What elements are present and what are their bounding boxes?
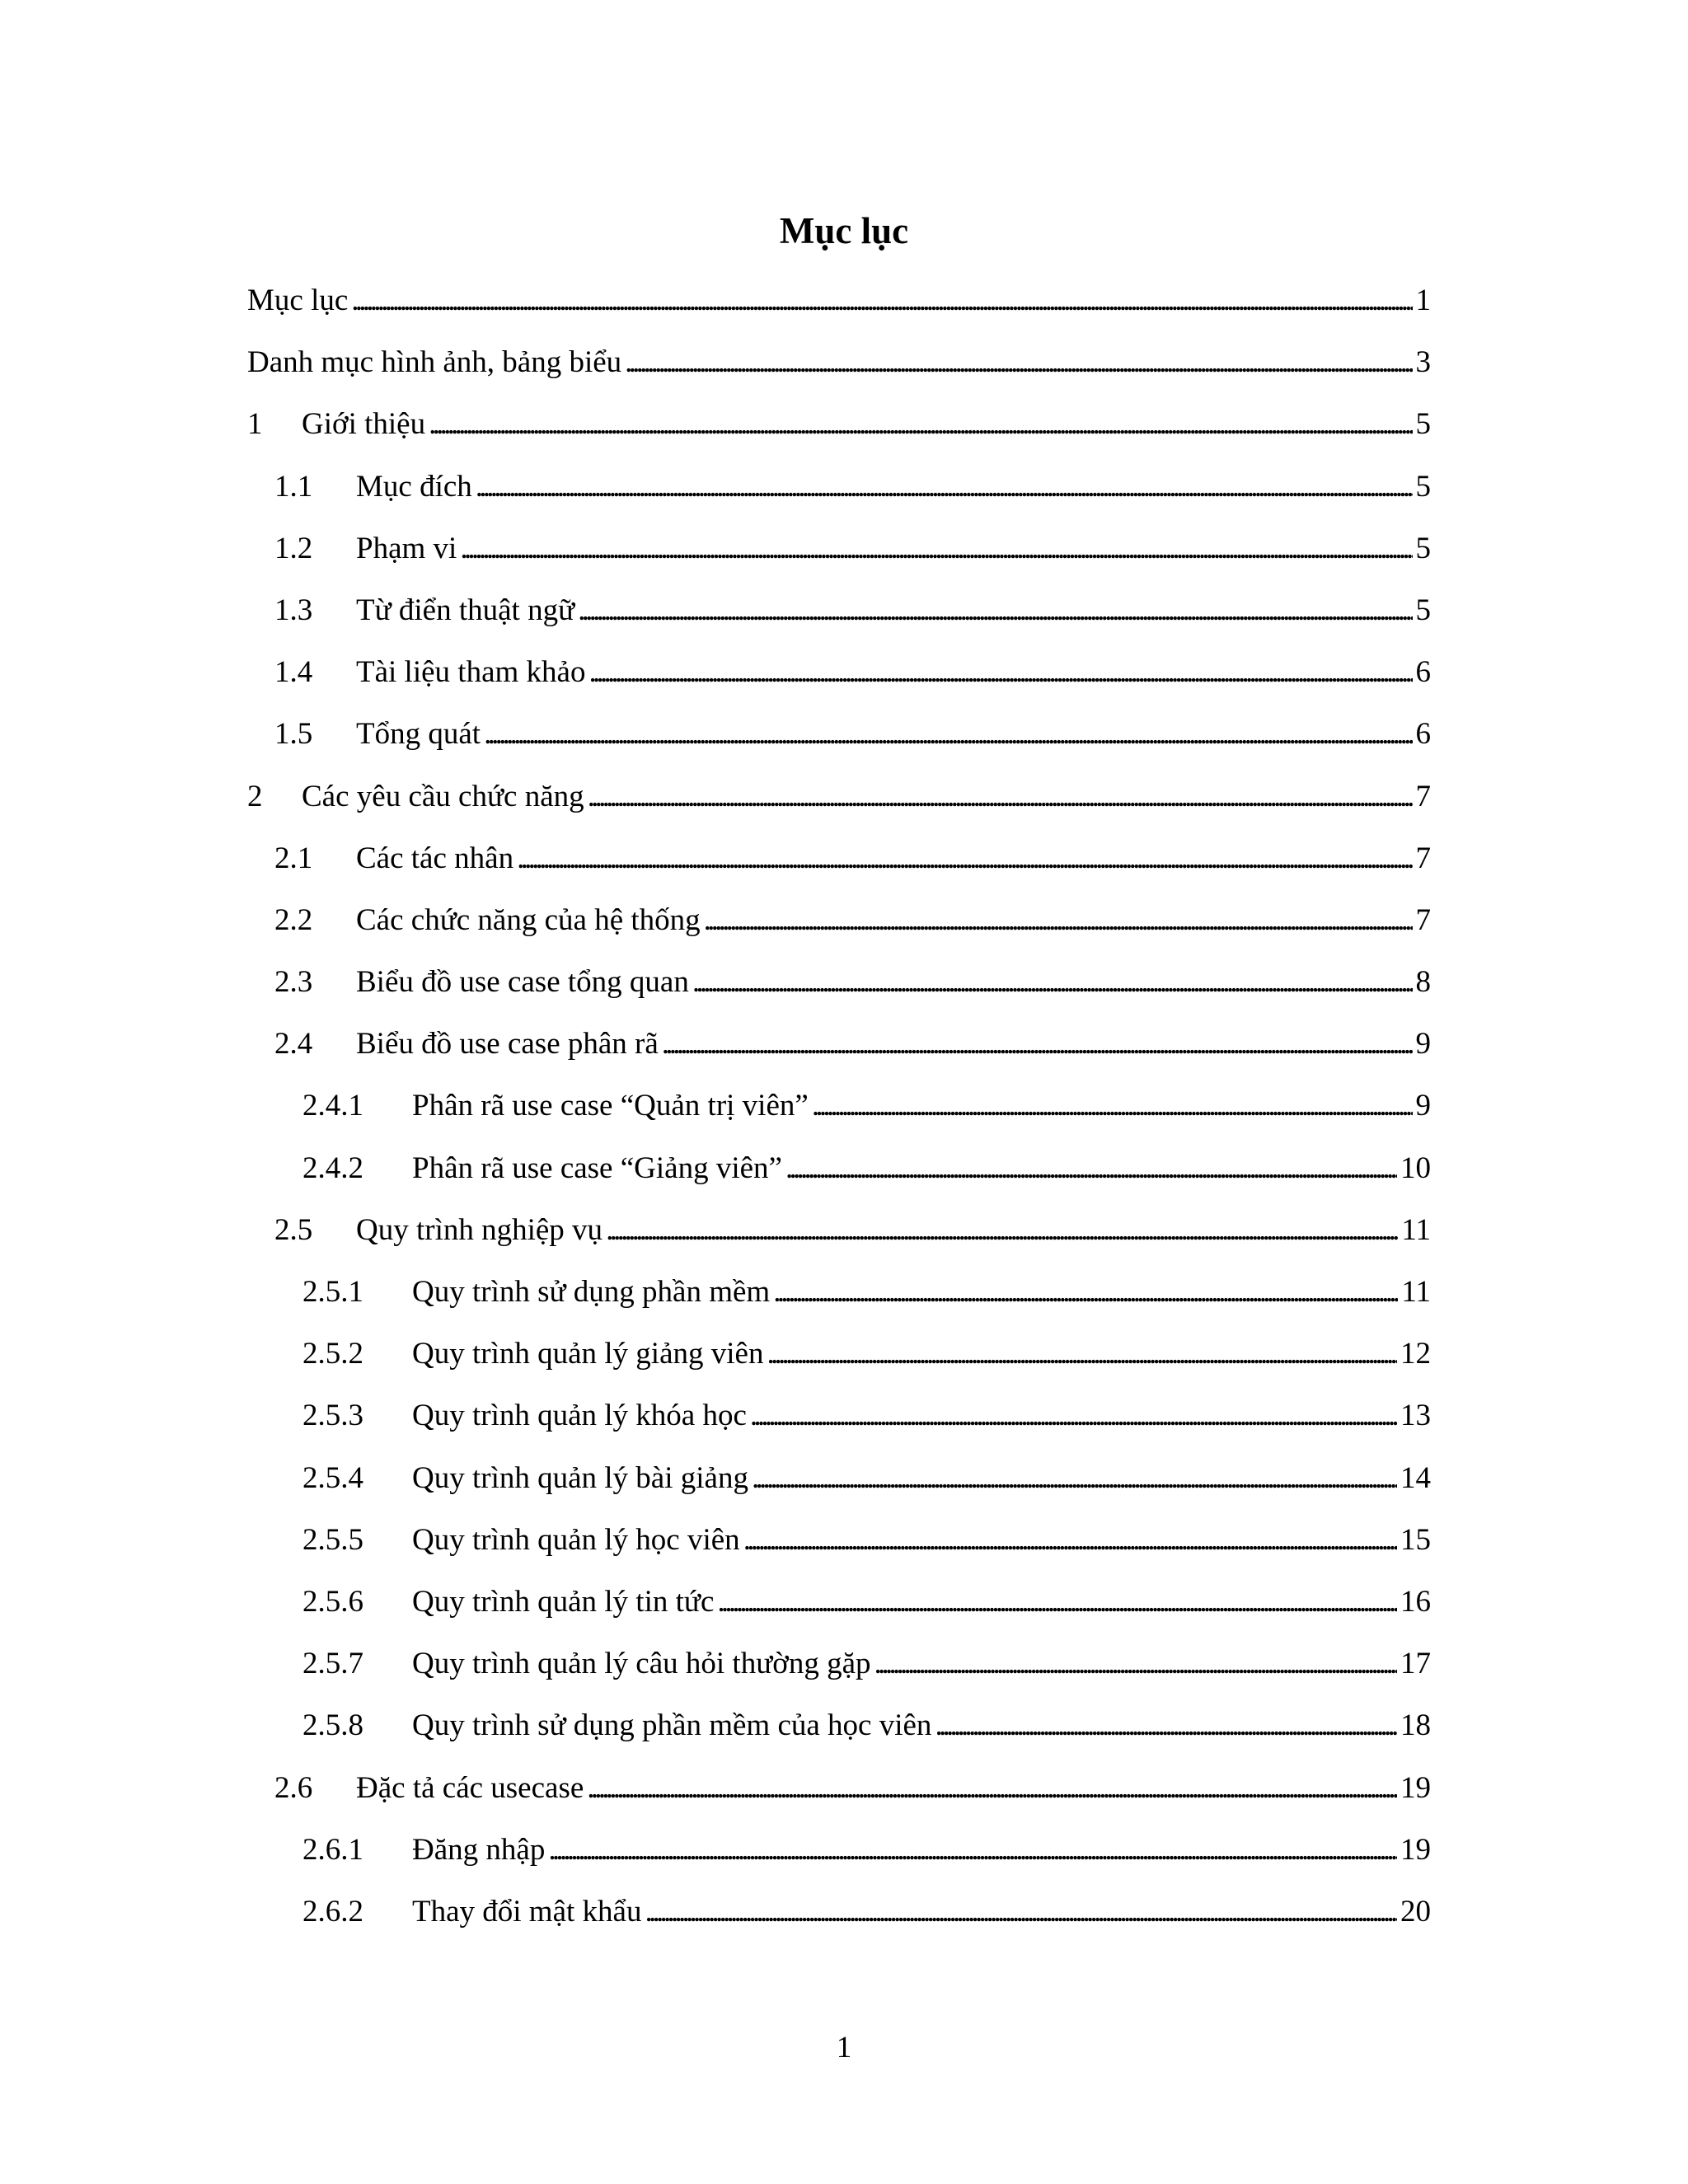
toc-entry-page: 5 — [1415, 469, 1431, 504]
toc-entry-text: Các tác nhân — [356, 841, 514, 875]
toc-entry[interactable] — [247, 710, 1431, 771]
toc-entry-number: 1.5 — [274, 717, 313, 752]
toc-dot-leader — [704, 896, 1413, 945]
toc-entry[interactable] — [247, 1516, 1431, 1577]
toc-dot-leader — [750, 1391, 1397, 1441]
toc-entry-text: Quy trình sử dụng phần mềm — [412, 1275, 771, 1309]
toc-dot-leader — [460, 524, 1412, 574]
toc-dot-leader — [578, 586, 1412, 635]
toc-entry-number: 2.5.3 — [302, 1399, 363, 1433]
toc-dot-leader — [476, 462, 1413, 512]
toc-dot-leader — [645, 1887, 1397, 1937]
toc-entry-text: Quy trình quản lý bài giảng — [412, 1460, 748, 1495]
toc-dot-leader — [484, 710, 1412, 759]
toc-entry[interactable] — [247, 400, 1431, 462]
toc-entry[interactable] — [247, 1825, 1431, 1887]
toc-dot-leader — [625, 338, 1412, 387]
toc-entry-text: Quy trình quản lý khóa học — [412, 1399, 747, 1433]
toc-entry-number: 1.3 — [274, 593, 313, 627]
toc-entry-page: 9 — [1415, 1089, 1431, 1123]
toc-dot-leader — [767, 1329, 1397, 1379]
toc-entry-text: Từ điển thuật ngữ — [356, 593, 575, 627]
toc-entry-number: 1.1 — [274, 469, 313, 504]
toc-entry-text: Biểu đồ use case tổng quan — [356, 965, 689, 1000]
toc-entry[interactable] — [247, 1639, 1431, 1701]
toc-entry-text: Giới thiệu — [302, 407, 426, 442]
toc-entry-page: 10 — [1400, 1151, 1431, 1185]
toc-entry[interactable] — [247, 1081, 1431, 1143]
toc-entry-number: 2.4.1 — [302, 1089, 363, 1123]
toc-entry-page: 17 — [1400, 1647, 1431, 1681]
toc-entry[interactable] — [247, 772, 1431, 834]
toc-entry-page: 11 — [1401, 1212, 1431, 1247]
toc-dot-leader — [935, 1701, 1397, 1750]
toc-entry[interactable] — [247, 1206, 1431, 1268]
toc-entry-page: 19 — [1400, 1770, 1431, 1805]
toc-entry-number: 2.2 — [274, 902, 313, 937]
toc-entry-page: 18 — [1400, 1708, 1431, 1743]
toc-dot-leader — [588, 648, 1412, 697]
toc-entry-number: 2.6 — [274, 1770, 313, 1805]
toc-entry-page: 16 — [1400, 1584, 1431, 1619]
toc-entry-text: Quy trình quản lý câu hỏi thường gặp — [412, 1647, 871, 1681]
toc-entry-number: 2.5.8 — [302, 1708, 363, 1743]
toc-dot-leader — [773, 1268, 1398, 1317]
toc-entry-text: Mục lục — [247, 284, 349, 317]
toc-entry-page: 7 — [1415, 902, 1431, 937]
toc-title: Mục lục — [779, 210, 909, 251]
toc-dot-leader — [874, 1639, 1398, 1689]
toc-entry-text: Phạm vi — [356, 531, 457, 565]
toc-entry-page: 3 — [1415, 345, 1431, 380]
toc-entry-number: 2.5 — [274, 1212, 313, 1247]
toc-entry[interactable] — [247, 1577, 1431, 1639]
toc-entry-number: 2.5.2 — [302, 1337, 363, 1371]
toc-entry-number: 1.2 — [274, 531, 313, 565]
toc-entry-text: Phân rã use case “Quản trị viên” — [412, 1089, 809, 1123]
toc-entry[interactable] — [247, 1887, 1431, 1949]
toc-dot-leader — [692, 958, 1413, 1007]
toc-dot-leader — [812, 1081, 1413, 1131]
toc-entry[interactable] — [247, 1329, 1431, 1391]
toc-entry-page: 9 — [1415, 1027, 1431, 1062]
toc-entry-page: 11 — [1401, 1275, 1431, 1309]
toc-entry-page: 15 — [1400, 1522, 1431, 1557]
toc-dot-leader — [743, 1516, 1397, 1565]
toc-entry-number: 2.5.7 — [302, 1647, 363, 1681]
toc-entry[interactable] — [247, 338, 1431, 400]
toc-entry[interactable] — [247, 958, 1431, 1019]
toc-entry-page: 6 — [1415, 655, 1431, 690]
toc-dot-leader — [606, 1206, 1398, 1255]
toc-entry-text: Danh mục hình ảnh, bảng biểu — [247, 345, 622, 380]
toc-entry-number: 2.6.2 — [302, 1894, 363, 1929]
page-number: 1 — [836, 2031, 852, 2064]
toc-entry-number: 1 — [247, 407, 263, 442]
toc-entry-page: 13 — [1400, 1399, 1431, 1433]
toc-entry[interactable] — [247, 1764, 1431, 1825]
toc-entry-number: 2.4.2 — [302, 1151, 363, 1185]
toc-entry-text: Tài liệu tham khảo — [356, 655, 586, 690]
toc-entry-page: 5 — [1415, 593, 1431, 627]
toc-dot-leader — [351, 276, 1412, 326]
toc-entry-number: 2.5.6 — [302, 1584, 363, 1619]
toc-entry-text: Đặc tả các usecase — [356, 1770, 584, 1805]
toc-entry-text: Quy trình sử dụng phần mềm của học viên — [412, 1708, 932, 1743]
toc-entry-number: 2.5.1 — [302, 1275, 363, 1309]
toc-dot-leader — [588, 772, 1413, 822]
toc-entry[interactable] — [247, 1144, 1431, 1206]
toc-entry-page: 12 — [1400, 1337, 1431, 1371]
toc-dot-leader — [587, 1764, 1397, 1813]
toc-dot-leader — [662, 1019, 1413, 1069]
toc-entry-text: Mục đích — [356, 469, 472, 504]
toc-entry[interactable] — [247, 276, 1431, 338]
toc-entry[interactable] — [247, 1454, 1431, 1516]
toc-entry-number: 2.6.1 — [302, 1832, 363, 1867]
toc-entry[interactable] — [247, 586, 1431, 648]
toc-entry[interactable] — [247, 1019, 1431, 1081]
toc-entry[interactable] — [247, 462, 1431, 524]
toc-entry[interactable] — [247, 1391, 1431, 1453]
toc-entry-text: Biểu đồ use case phân rã — [356, 1027, 659, 1062]
toc-entry-page: 5 — [1415, 407, 1431, 442]
toc-entry[interactable] — [247, 1701, 1431, 1763]
toc-entry[interactable] — [247, 896, 1431, 958]
toc-dot-leader — [785, 1144, 1397, 1193]
toc-entry-text: Các yêu cầu chức năng — [302, 779, 584, 813]
toc-entry-text: Quy trình quản lý tin tức — [412, 1584, 715, 1619]
toc-dot-leader — [517, 834, 1412, 883]
toc-entry-text: Quy trình quản lý học viên — [412, 1522, 740, 1557]
toc-entry-number: 2.5.4 — [302, 1460, 363, 1495]
toc-entry[interactable] — [247, 1268, 1431, 1329]
toc-dot-leader — [429, 400, 1412, 449]
toc-entry-text: Thay đổi mật khẩu — [412, 1894, 642, 1929]
toc-entry-page: 19 — [1400, 1832, 1431, 1867]
toc-entry-page: 5 — [1415, 531, 1431, 565]
toc-entry-number: 2.3 — [274, 965, 313, 1000]
toc-entry-text: Phân rã use case “Giảng viên” — [412, 1151, 782, 1185]
toc-entry-number: 2.1 — [274, 841, 313, 875]
toc-entry-page: 7 — [1415, 779, 1431, 813]
toc-entry[interactable] — [247, 834, 1431, 896]
toc-entry-page: 8 — [1415, 965, 1431, 1000]
toc-entry-text: Quy trình nghiệp vụ — [356, 1212, 603, 1247]
toc-entry-page: 14 — [1400, 1460, 1431, 1495]
toc-entry-number: 2.4 — [274, 1027, 313, 1062]
toc-entry[interactable] — [247, 524, 1431, 586]
toc-entry-page: 7 — [1415, 841, 1431, 875]
toc-dot-leader — [752, 1454, 1397, 1503]
toc-list — [247, 276, 1431, 1949]
toc-entry-number: 2 — [247, 779, 263, 813]
toc-entry-page: 20 — [1400, 1894, 1431, 1929]
toc-entry-page: 1 — [1415, 284, 1431, 317]
toc-entry[interactable] — [247, 648, 1431, 710]
toc-entry-text: Quy trình quản lý giảng viên — [412, 1337, 764, 1371]
toc-dot-leader — [717, 1577, 1397, 1627]
toc-dot-leader — [548, 1825, 1397, 1875]
toc-entry-number: 1.4 — [274, 655, 313, 690]
toc-entry-text: Tổng quát — [356, 717, 481, 752]
toc-entry-number: 2.5.5 — [302, 1522, 363, 1557]
toc-entry-page: 6 — [1415, 717, 1431, 752]
toc-entry-text: Đăng nhập — [412, 1832, 546, 1867]
toc-entry-text: Các chức năng của hệ thống — [356, 902, 701, 937]
